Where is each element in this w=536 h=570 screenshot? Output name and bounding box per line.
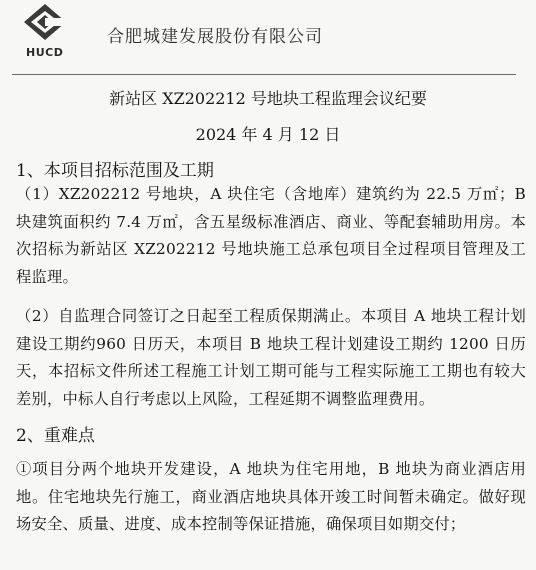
document-date: 2024 年 4 月 12 日: [195, 125, 341, 144]
section-heading-key-points: 2、重难点: [16, 426, 95, 446]
header-divider: [12, 74, 516, 75]
section-heading-scope: 1、本项目招标范围及工期: [16, 161, 214, 181]
company-name: 合肥城建发展股份有限公司: [107, 27, 323, 47]
document-title: 新站区 XZ202212 号地块工程监理会议纪要: [109, 89, 427, 108]
paragraph-schedule: （2）自监理合同签订之日起至工程质保期满止。本项目 A 地块工程计划建设工期约960 日历天，本项目 B 地块工程计划建设工期约 1200 日历天，本招标文件所述工程施工计划工期可能与工程实际施工工期也有较大差别，中标人自行考虑以上风险，工程延期不调整监理费用。: [16, 307, 526, 408]
paragraph-key-points: ①项目分两个地块开发建设，A 地块为住宅用地，B 地块为商业酒店用地。住宅地块先行施工，商业酒店地块具体开竣工时间暂未确定。做好现场安全、质量、进度、成本控制等保证措施，确保项目如期交付；: [16, 460, 526, 533]
paragraph-scope: （1）XZ202212 号地块，A 块住宅（含地库）建筑约为 22.5 万㎡；B 块建筑面积约 7.4 万㎡，含五星级标准酒店、商业、等配套辅助用房。本次招标为新站区 XZ202212 号地块施工总承包项目全过程项目管理及工程监理。: [16, 185, 526, 286]
logo-text: HUCD: [26, 46, 64, 59]
company-logo-icon: [22, 2, 68, 42]
